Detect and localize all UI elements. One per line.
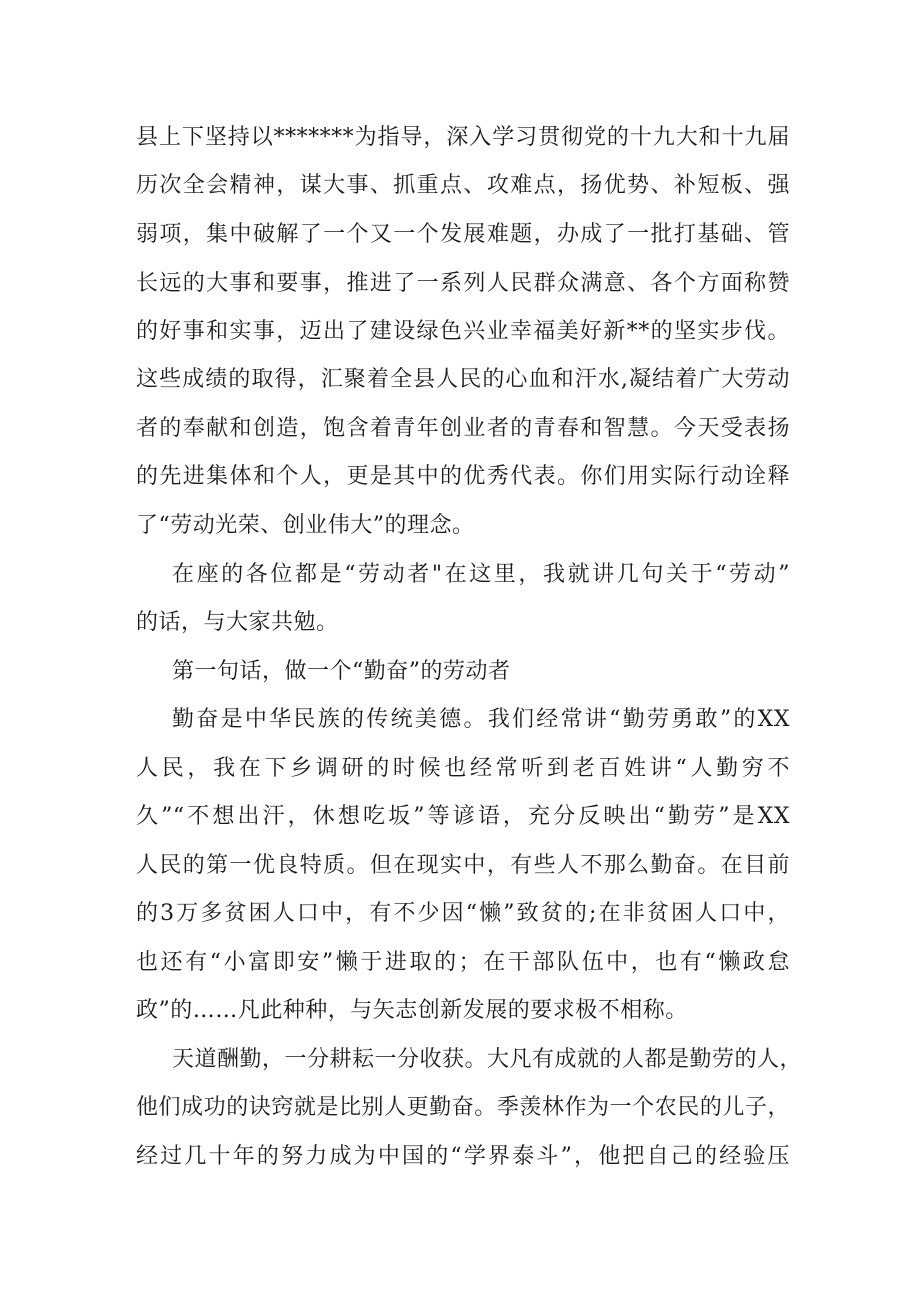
text-line: 的话，与大家共勉。 xyxy=(136,610,339,635)
text-line: 也还有“小富即安”懒于进取的；在干部队伍中，也有“懒政怠 xyxy=(136,950,790,975)
text-line: 弱项，集中破解了一个又一个发展难题，办成了一批打基础、管 xyxy=(136,222,790,247)
text-line: 人民，我在下乡调研的时候也经常听到老百姓讲“人勤穷不 xyxy=(136,756,790,781)
text-line: 政”的……凡此种种，与矢志创新发展的要求极不相称。 xyxy=(136,998,688,1023)
text-line: 历次全会精神，谋大事、抓重点、攻难点，扬优势、补短板、强 xyxy=(136,173,790,198)
text-line: 的先进集体和个人，更是其中的优秀代表。你们用实际行动诠释 xyxy=(136,464,790,489)
paragraph-start: 天道酬勤，一分耕耘一分收获。大凡有成就的人都是勤劳的人， xyxy=(172,1047,803,1072)
text-line: 经过几十年的努力成为中国的“学界泰斗”，他把自己的经验压 xyxy=(136,1144,790,1169)
text-line: 者的奉献和创造，饱含着青年创业者的青春和智慧。今天受表扬 xyxy=(136,416,790,441)
paragraph-start: 勤奋是中华民族的传统美德。我们经常讲“勤劳勇敢”的XX xyxy=(172,707,790,732)
text-line: 了“劳动光荣、创业伟大”的理念。 xyxy=(136,513,475,538)
text-line: 人民的第一优良特质。但在现实中，有些人不那么勤奋。在目前 xyxy=(136,853,790,878)
text-line: 县上下坚持以*******为指导，深入学习贯彻党的十九大和十九届 xyxy=(136,125,790,150)
text-line: 的3万多贫困人口中，有不少因“懒”致贫的;在非贫困人口中， xyxy=(136,901,790,926)
text-line: 这些成绩的取得，汇聚着全县人民的心血和汗水,凝结着广大劳动 xyxy=(136,367,790,392)
text-line: 久”“不想出汗，休想吃坂”等谚语，充分反映出“勤劳”是XX xyxy=(136,804,790,829)
text-line: 的好事和实事，迈出了建设绿色兴业幸福美好新**的坚实步伐。 xyxy=(136,319,790,344)
text-line: 他们成功的诀窍就是比别人更勤奋。季羡林作为一个农民的儿子， xyxy=(136,1095,790,1120)
text-line: 长远的大事和要事，推进了一系列人民群众满意、各个方面称赞 xyxy=(136,271,790,296)
section-heading: 第一句话，做一个“勤奋”的劳动者 xyxy=(172,659,511,684)
paragraph-start: 在座的各位都是“劳动者"在这里，我就讲几句关于“劳动” xyxy=(172,562,790,587)
